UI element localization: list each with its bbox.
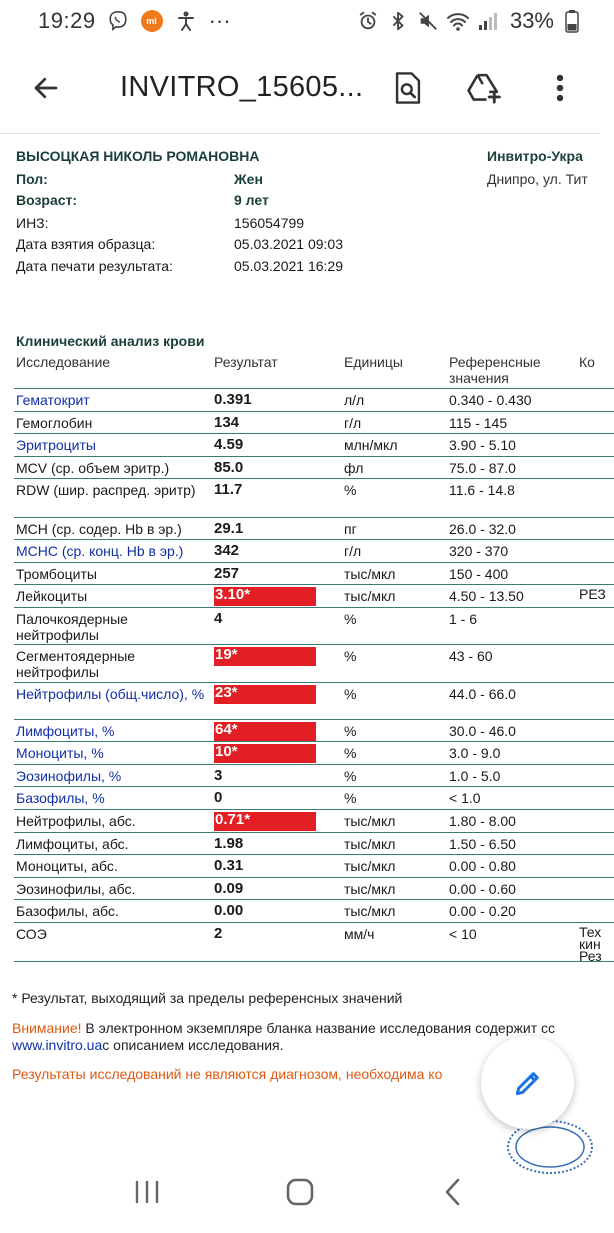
viber-icon xyxy=(106,9,130,33)
comment: Тех кин Рез xyxy=(579,924,602,964)
result-value: 11.7 xyxy=(214,481,243,498)
units: тыс/мкл xyxy=(344,836,396,852)
invitro-link[interactable]: www.invitro.ua xyxy=(12,1037,103,1053)
reference-range: 0.340 - 0.430 xyxy=(449,392,532,408)
units: % xyxy=(344,768,357,784)
test-name: СОЭ xyxy=(16,926,47,942)
home-icon xyxy=(285,1177,315,1207)
test-name: Моноциты, абс. xyxy=(16,858,118,874)
table-row xyxy=(14,900,614,923)
info-label: Пол: xyxy=(16,171,48,187)
test-name-link[interactable]: Нейтрофилы (общ.число), % xyxy=(16,686,205,702)
disclaimer-text: Результаты исследований не являются диагнозом, необходима ко xyxy=(12,1066,443,1082)
table-row xyxy=(14,457,614,479)
mute-icon xyxy=(416,9,440,33)
reference-range: 1.80 - 8.00 xyxy=(449,813,516,829)
reference-range: 3.0 - 9.0 xyxy=(449,745,501,761)
result-value-flagged: 0.71* xyxy=(214,812,316,831)
warning-text: В электронном экземпляре бланка название исследования содержит сс xyxy=(81,1020,555,1036)
header-units: Единицы xyxy=(344,354,403,370)
reference-range: 30.0 - 46.0 xyxy=(449,723,516,739)
reference-range: 150 - 400 xyxy=(449,566,509,582)
result-value: 85.0 xyxy=(214,459,244,476)
units: % xyxy=(344,611,357,627)
footnote: * Результат, выходящий за пределы референсных значений xyxy=(12,990,403,1006)
search-in-document-button[interactable] xyxy=(380,60,436,116)
header-ref: Референсные значения xyxy=(449,354,541,386)
recent-apps-icon xyxy=(133,1179,161,1205)
units: тыс/мкл xyxy=(344,858,396,874)
test-name-link[interactable]: Базофилы, % xyxy=(16,790,105,806)
test-name: Тромбоциты xyxy=(16,566,97,582)
table-row xyxy=(14,389,614,412)
units: фл xyxy=(344,460,364,476)
reference-range: 43 - 60 xyxy=(449,648,493,664)
test-name-link[interactable]: Эритроциты xyxy=(16,437,96,453)
pencil-icon xyxy=(512,1067,544,1099)
accessibility-icon xyxy=(174,9,198,33)
table-row xyxy=(14,479,614,518)
test-name: Гемоглобин xyxy=(16,415,93,431)
result-value: 4 xyxy=(214,610,223,627)
table-row xyxy=(14,608,614,645)
test-name: RDW (шир. распред. эритр) xyxy=(16,482,196,498)
result-value: 29.1 xyxy=(214,520,244,537)
header-name: Исследование xyxy=(16,354,111,370)
info-value: 156054799 xyxy=(234,215,305,231)
reference-range: 0.00 - 0.80 xyxy=(449,858,516,874)
units: тыс/мкл xyxy=(344,566,396,582)
nav-back-button[interactable] xyxy=(423,1162,483,1222)
more-vert-icon xyxy=(556,73,564,103)
reference-range: 1.50 - 6.50 xyxy=(449,836,516,852)
test-name: Эозинофилы, абс. xyxy=(16,881,136,897)
result-value: 0.00 xyxy=(214,902,244,919)
header-comment: Ко xyxy=(579,354,595,370)
test-name-link[interactable]: Гематокрит xyxy=(16,392,90,408)
edit-fab-button[interactable] xyxy=(481,1036,574,1129)
table-row xyxy=(14,855,614,878)
reference-range: 0.00 - 0.60 xyxy=(449,881,516,897)
table-row xyxy=(14,742,614,765)
result-value: 0.09 xyxy=(214,880,244,897)
header-result: Результат xyxy=(214,354,278,370)
units: % xyxy=(344,790,357,806)
lab-name: Инвитро-Укра xyxy=(487,148,583,164)
add-to-drive-button[interactable] xyxy=(456,60,512,116)
reference-range: 3.90 - 5.10 xyxy=(449,437,516,453)
alarm-icon xyxy=(356,9,380,33)
table-row xyxy=(14,563,614,585)
result-value: 2 xyxy=(214,925,223,942)
units: тыс/мкл xyxy=(344,903,396,919)
status-bar xyxy=(0,0,600,42)
result-value-flagged: 64* xyxy=(214,722,316,741)
analysis-title: Клинический анализ крови xyxy=(16,333,205,349)
test-name-link[interactable]: Эозинофилы, % xyxy=(16,768,122,784)
result-value: 0 xyxy=(214,789,223,806)
table-row xyxy=(14,518,614,540)
units: г/л xyxy=(344,543,362,559)
result-value: 257 xyxy=(214,565,240,582)
test-name: Лейкоциты xyxy=(16,588,88,604)
reference-range: < 1.0 xyxy=(449,790,481,806)
reference-range: 115 - 145 xyxy=(449,415,508,431)
navigation-bar xyxy=(0,1150,600,1233)
units: % xyxy=(344,648,357,664)
result-value-flagged: 23* xyxy=(214,685,316,704)
test-name: Нейтрофилы, абс. xyxy=(16,813,136,829)
units: % xyxy=(344,482,357,498)
disclaimer xyxy=(12,1066,535,1082)
status-time: 19:29 xyxy=(38,8,96,33)
result-value: 1.98 xyxy=(214,835,244,852)
table-header xyxy=(14,351,614,389)
more-options-button[interactable] xyxy=(532,60,588,116)
table-row xyxy=(14,810,614,833)
info-value: 05.03.2021 16:29 xyxy=(234,258,343,274)
units: тыс/мкл xyxy=(344,881,396,897)
document-title: INVITRO_15605... xyxy=(120,71,364,103)
wifi-icon xyxy=(446,9,470,33)
result-value-flagged: 19* xyxy=(214,647,316,666)
units: г/л xyxy=(344,415,362,431)
reference-range: 1 - 6 xyxy=(449,611,478,627)
reference-range: 0.00 - 0.20 xyxy=(449,903,516,919)
units: % xyxy=(344,723,357,739)
search-document-icon xyxy=(393,71,423,105)
test-name-link[interactable]: MCHC (ср. конц. Hb в эр.) xyxy=(16,543,184,559)
battery-percent: 33% xyxy=(509,8,554,33)
units: мм/ч xyxy=(344,926,375,942)
test-name: Базофилы, абс. xyxy=(16,903,119,919)
patient-name: ВЫСОЦКАЯ НИКОЛЬ РОМАНОВНА xyxy=(16,148,260,164)
info-value: Жен xyxy=(234,171,263,187)
back-arrow-icon xyxy=(31,73,61,103)
info-label: Дата взятия образца: xyxy=(16,236,156,252)
info-label: ИНЗ: xyxy=(16,215,49,231)
warning-tail: с описанием исследования. xyxy=(102,1037,284,1053)
info-value: 9 лет xyxy=(234,192,269,208)
table-row xyxy=(14,434,614,457)
test-name: MCV (ср. объем эритр.) xyxy=(16,460,170,476)
result-value: 0.391 xyxy=(214,391,252,408)
results-table xyxy=(14,351,614,962)
reference-range: 44.0 - 66.0 xyxy=(449,686,516,702)
back-icon xyxy=(443,1177,463,1207)
reference-range: 75.0 - 87.0 xyxy=(449,460,516,476)
table-row xyxy=(14,683,614,720)
test-name: MCH (ср. содер. Hb в эр.) xyxy=(16,521,182,537)
back-button[interactable] xyxy=(16,58,76,118)
reference-range: < 10 xyxy=(449,926,477,942)
table-row xyxy=(14,645,614,683)
test-name-link[interactable]: Лимфоциты, % xyxy=(16,723,115,739)
units: % xyxy=(344,745,357,761)
test-name: Сегментоядерные нейтрофилы xyxy=(16,648,136,680)
result-value: 134 xyxy=(214,414,240,431)
comment: РЕЗ xyxy=(579,586,606,602)
test-name: Палочкоядерные нейтрофилы xyxy=(16,611,128,643)
result-value-flagged: 10* xyxy=(214,744,316,763)
info-value: 05.03.2021 09:03 xyxy=(234,236,343,252)
reference-range: 320 - 370 xyxy=(449,543,509,559)
table-row xyxy=(14,878,614,900)
result-value: 4.59 xyxy=(214,436,244,453)
warning-note xyxy=(12,1020,555,1054)
document-view[interactable] xyxy=(0,134,606,1144)
test-name: Лимфоциты, абс. xyxy=(16,836,129,852)
warning-label: Внимание! xyxy=(12,1020,82,1036)
table-body xyxy=(14,389,614,962)
table-row xyxy=(14,765,614,787)
result-value: 0.31 xyxy=(214,857,244,874)
battery-icon xyxy=(560,9,584,33)
info-label: Возраст: xyxy=(16,192,78,208)
test-name-link[interactable]: Моноциты, % xyxy=(16,745,104,761)
table-row xyxy=(14,585,614,608)
info-label: Дата печати результата: xyxy=(16,258,173,274)
units: млн/мкл xyxy=(344,437,398,453)
units: тыс/мкл xyxy=(344,813,396,829)
reference-range: 1.0 - 5.0 xyxy=(449,768,501,784)
units: л/л xyxy=(344,392,365,408)
recent-apps-button[interactable] xyxy=(117,1162,177,1222)
reference-range: 4.50 - 13.50 xyxy=(449,588,524,604)
units: % xyxy=(344,686,357,702)
signal-icon xyxy=(476,9,500,33)
app-toolbar xyxy=(0,42,600,134)
table-row xyxy=(14,720,614,742)
bluetooth-icon xyxy=(386,9,410,33)
table-row xyxy=(14,787,614,810)
reference-range: 26.0 - 32.0 xyxy=(449,521,516,537)
more-notifications-icon: ··· xyxy=(208,8,231,33)
table-row xyxy=(14,923,614,962)
reference-range: 11.6 - 14.8 xyxy=(449,482,515,498)
home-button[interactable] xyxy=(270,1162,330,1222)
table-row xyxy=(14,833,614,855)
units: пг xyxy=(344,521,357,537)
mi-icon: mi xyxy=(140,9,164,33)
result-value: 342 xyxy=(214,542,240,559)
lab-address: Днипро, ул. Тит xyxy=(487,171,588,187)
add-to-drive-icon xyxy=(466,72,502,104)
result-value: 3 xyxy=(214,767,223,784)
table-row xyxy=(14,540,614,563)
units: тыс/мкл xyxy=(344,588,396,604)
table-row xyxy=(14,412,614,434)
result-value-flagged: 3.10* xyxy=(214,587,316,606)
